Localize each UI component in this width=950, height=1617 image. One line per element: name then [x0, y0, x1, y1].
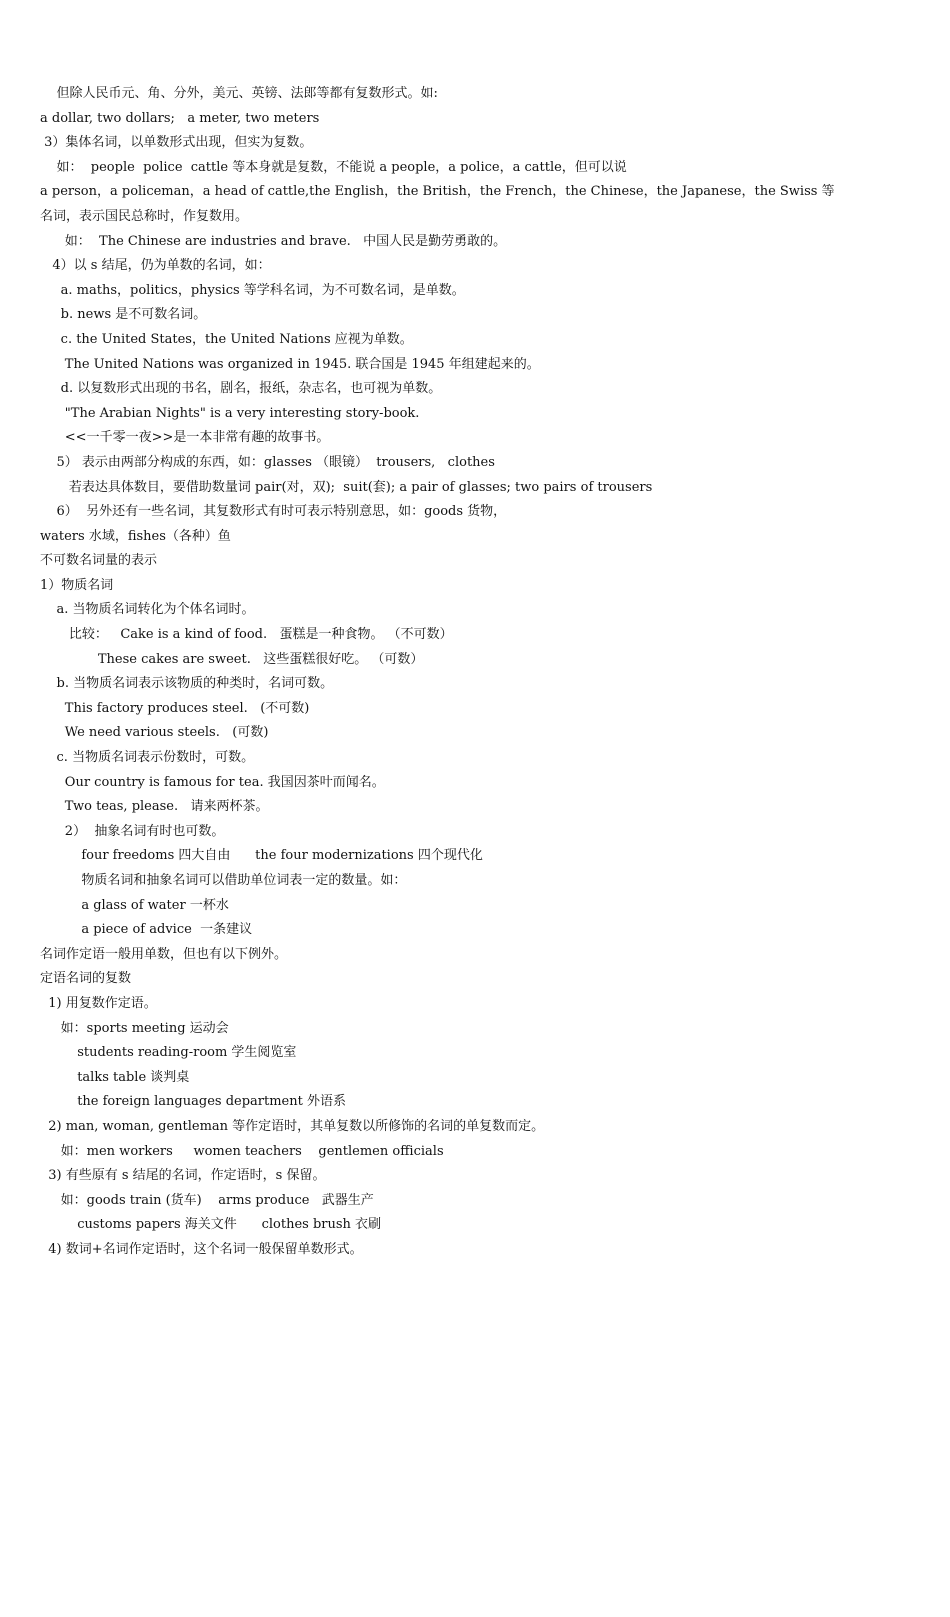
text-line: c. the United States，the United Nations 应视为单数。	[40, 331, 413, 347]
text-line: 如： people police cattle 等本身就是复数，不能说 a people，a police，a cattle，但可以说	[40, 159, 627, 175]
text-line: This factory produces steel. (不可数)	[40, 700, 310, 716]
text-line: 如： The Chinese are industries and brave. 中国人民是勤劳勇敢的。	[40, 233, 507, 249]
text-line: c. 当物质名词表示份数时，可数。	[40, 750, 255, 766]
text-line: Our country is famous for tea. 我国因茶叶而闻名。	[40, 774, 385, 790]
text-line: talks table 谈判桌	[40, 1069, 190, 1085]
text-line: 1）物质名词	[40, 577, 114, 593]
text-line: the foreign languages department 外语系	[40, 1094, 346, 1110]
text-line: 如：men workers women teachers gentlemen officials	[40, 1143, 444, 1159]
text-line: 名词，表示国民总称时，作复数用。	[40, 208, 249, 224]
text-line: These cakes are sweet. 这些蛋糕很好吃。 （可数）	[40, 651, 424, 667]
text-line: 1) 用复数作定语。	[40, 995, 157, 1011]
text-line: The United Nations was organized in 1945. 联合国是 1945 年组建起来的。	[40, 356, 540, 372]
text-line: 如：sports meeting 运动会	[40, 1020, 229, 1036]
text-line: students reading-room 学生阅览室	[40, 1045, 297, 1061]
text-line: 3) 有些原有 s 结尾的名词，作定语时，s 保留。	[40, 1168, 326, 1184]
text-line: a person，a policeman，a head of cattle,the English，the British，the French，the Chinese，the Japanese，the Swiss 等	[40, 184, 835, 200]
text-line: 比较： Cake is a kind of food. 蛋糕是一种食物。 （不可数）	[40, 627, 453, 643]
text-line: 名词作定语一般用单数，但也有以下例外。	[40, 946, 288, 962]
text-line: a glass of water 一杯水	[40, 897, 229, 913]
text-line: 3）集体名词，以单数形式出现，但实为复数。	[40, 135, 313, 151]
document-body	[40, 82, 920, 1263]
text-line: waters 水域，fishes（各种）鱼	[40, 528, 231, 544]
text-line: d. 以复数形式出现的书名，剧名，报纸，杂志名，也可视为单数。	[40, 381, 442, 397]
text-line: 物质名词和抽象名词可以借助单位词表一定的数量。如：	[40, 873, 407, 888]
text-line: customs papers 海关文件 clothes brush 衣刷	[40, 1217, 382, 1233]
text-line: <<一千零一夜>>是一本非常有趣的故事书。	[40, 430, 330, 446]
text-line: 4）以 s 结尾，仍为单数的名词，如：	[40, 258, 271, 274]
text-line: 不可数名词量的表示	[40, 553, 158, 569]
text-line: a. maths，politics，physics 等学科名词，为不可数名词，是单数。	[40, 282, 465, 298]
text-line: a dollar, two dollars; a meter, two meters	[40, 110, 320, 126]
text-line: 但除人民币元、角、分外，美元、英镑、法郎等都有复数形式。如:	[40, 86, 438, 101]
text-line: We need various steels. (可数)	[40, 725, 269, 741]
text-line: a. 当物质名词转化为个体名词时。	[40, 602, 255, 618]
text-line: a piece of advice 一条建议	[40, 922, 253, 938]
text-line: 5） 表示由两部分构成的东西，如：glasses （眼镜） trousers, clothes	[40, 454, 495, 470]
text-line: b. news 是不可数名词。	[40, 307, 207, 323]
text-line: 6） 另外还有一些名词，其复数形式有时可表示特别意思，如：goods 货物，	[40, 504, 507, 520]
text-line: b. 当物质名词表示该物质的种类时，名词可数。	[40, 676, 334, 692]
text-line: Two teas, please. 请来两杯茶。	[40, 799, 269, 815]
text-line: 2) man, woman, gentleman 等作定语时，其单复数以所修饰的名词的单复数而定。	[40, 1118, 545, 1134]
text-line: "The Arabian Nights" is a very interesting story-book.	[40, 405, 420, 421]
text-line: 4) 数词+名词作定语时，这个名词一般保留单数形式。	[40, 1241, 363, 1257]
text-line: four freedoms 四大自由 the four modernizations 四个现代化	[40, 848, 483, 864]
text-line: 若表达具体数目，要借助数量词 pair(对，双); suit(套); a pair of glasses; two pairs of trousers	[40, 479, 653, 495]
text-line: 定语名词的复数	[40, 971, 132, 987]
text-line: 如：goods train (货车) arms produce 武器生产	[40, 1192, 374, 1208]
text-line: 2） 抽象名词有时也可数。	[40, 823, 225, 839]
